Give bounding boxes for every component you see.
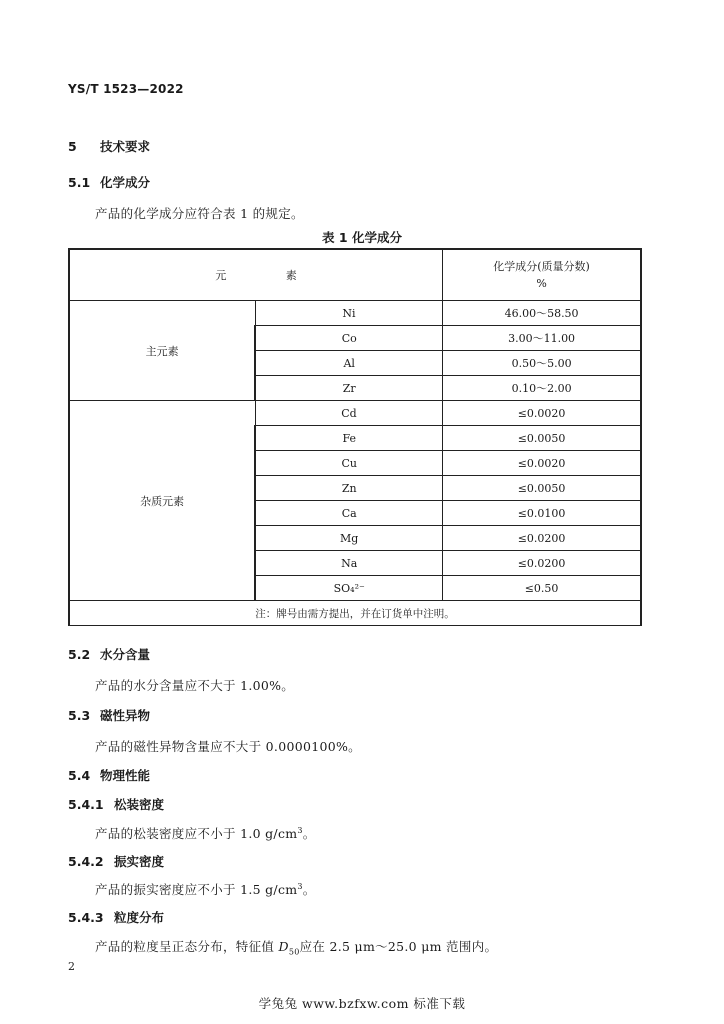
value-cell: ≤0.0020 (443, 451, 641, 476)
table-row (69, 301, 641, 326)
section-title: 振实密度 (114, 854, 165, 869)
section-5-1-text: 产品的化学成分应符合表 1 的规定。 (95, 206, 304, 221)
section-title: 物理性能 (100, 768, 151, 783)
value-cell: 46.00～58.50 (443, 301, 641, 326)
section-5-4-2-text (95, 880, 316, 898)
page-number: 2 (68, 960, 75, 973)
section-number: 5.3 (68, 708, 91, 723)
element-cell: Cu (255, 451, 442, 476)
composition-header-line2: % (536, 277, 547, 290)
chemical-composition-table (68, 248, 642, 626)
text-part: 产品的粒度呈正态分布，特征值 (95, 939, 279, 954)
value-cell: ≤0.50 (443, 576, 641, 601)
group-main-elements: 主元素 (69, 301, 255, 401)
section-number: 5.4 (68, 768, 91, 783)
superscript: 3 (297, 825, 303, 835)
value-cell: ≤0.0020 (443, 401, 641, 426)
element-cell: Fe (255, 426, 442, 451)
section-number: 5 (68, 139, 77, 154)
section-title: 水分含量 (100, 647, 151, 662)
variable-d: D (278, 939, 289, 954)
section-5-4-3-heading (68, 908, 164, 926)
composition-header-line1: 化学成分(质量分数) (493, 260, 590, 273)
text-part: 。 (302, 826, 316, 841)
value-cell: ≤0.0050 (443, 476, 641, 501)
text-part: 。 (302, 882, 316, 897)
section-title: 松装密度 (114, 797, 165, 812)
value-cell: ≤0.0200 (443, 526, 641, 551)
section-number: 5.2 (68, 647, 91, 662)
element-cell: Cd (255, 401, 442, 426)
section-5-2-text: 产品的水分含量应不大于 1.00%。 (95, 678, 295, 693)
table-row (69, 401, 641, 426)
table-note: 注：牌号由需方提出，并在订货单中注明。 (69, 601, 641, 626)
value-cell: ≤0.0100 (443, 501, 641, 526)
section-5-3-heading (68, 706, 150, 724)
text-part: 产品的振实密度应不小于 1.5 g/cm (95, 882, 298, 897)
element-cell: Co (255, 326, 442, 351)
section-number: 5.4.1 (68, 797, 104, 812)
section-5-1-heading (68, 173, 150, 191)
section-5-heading (68, 137, 150, 155)
footer-source: 学兔兔 www.bzfxw.com 标准下载 (258, 996, 466, 1011)
section-number: 5.4.2 (68, 854, 104, 869)
section-title: 粒度分布 (114, 910, 165, 925)
text-part: 应在 2.5 μm～25.0 μm 范围内。 (299, 939, 498, 954)
element-cell: Zn (255, 476, 442, 501)
element-cell: Zr (255, 376, 442, 401)
section-title: 技术要求 (100, 139, 151, 154)
value-cell: ≤0.0050 (443, 426, 641, 451)
element-cell: Mg (255, 526, 442, 551)
element-cell: Al (255, 351, 442, 376)
section-5-4-2-heading (68, 852, 164, 870)
section-5-4-1-heading (68, 795, 164, 813)
value-cell: 3.00～11.00 (443, 326, 641, 351)
value-cell: 0.10～2.00 (443, 376, 641, 401)
section-title: 磁性异物 (100, 708, 151, 723)
section-title: 化学成分 (100, 175, 151, 190)
element-cell: Na (255, 551, 442, 576)
section-5-4-heading (68, 766, 150, 784)
table-caption: 表 1 化学成分 (322, 230, 402, 245)
value-cell: ≤0.0200 (443, 551, 641, 576)
standard-number: YS/T 1523—2022 (68, 82, 184, 96)
element-cell: Ca (255, 501, 442, 526)
superscript: 3 (297, 881, 303, 891)
subscript: 50 (288, 947, 300, 957)
element-cell: SO₄²⁻ (255, 576, 442, 601)
value-cell: 0.50～5.00 (443, 351, 641, 376)
column-header-element: 元 素 (69, 249, 443, 301)
element-cell: Ni (255, 301, 442, 326)
section-5-4-1-text (95, 824, 316, 842)
section-number: 5.4.3 (68, 910, 104, 925)
group-impurity-elements: 杂质元素 (69, 401, 255, 601)
section-5-4-3-text (95, 937, 497, 957)
text-part: 产品的松装密度应不小于 1.0 g/cm (95, 826, 298, 841)
section-5-3-text: 产品的磁性异物含量应不大于 0.0000100%。 (95, 739, 361, 754)
section-number: 5.1 (68, 175, 91, 190)
section-5-2-heading (68, 645, 150, 663)
column-header-composition (443, 249, 641, 301)
